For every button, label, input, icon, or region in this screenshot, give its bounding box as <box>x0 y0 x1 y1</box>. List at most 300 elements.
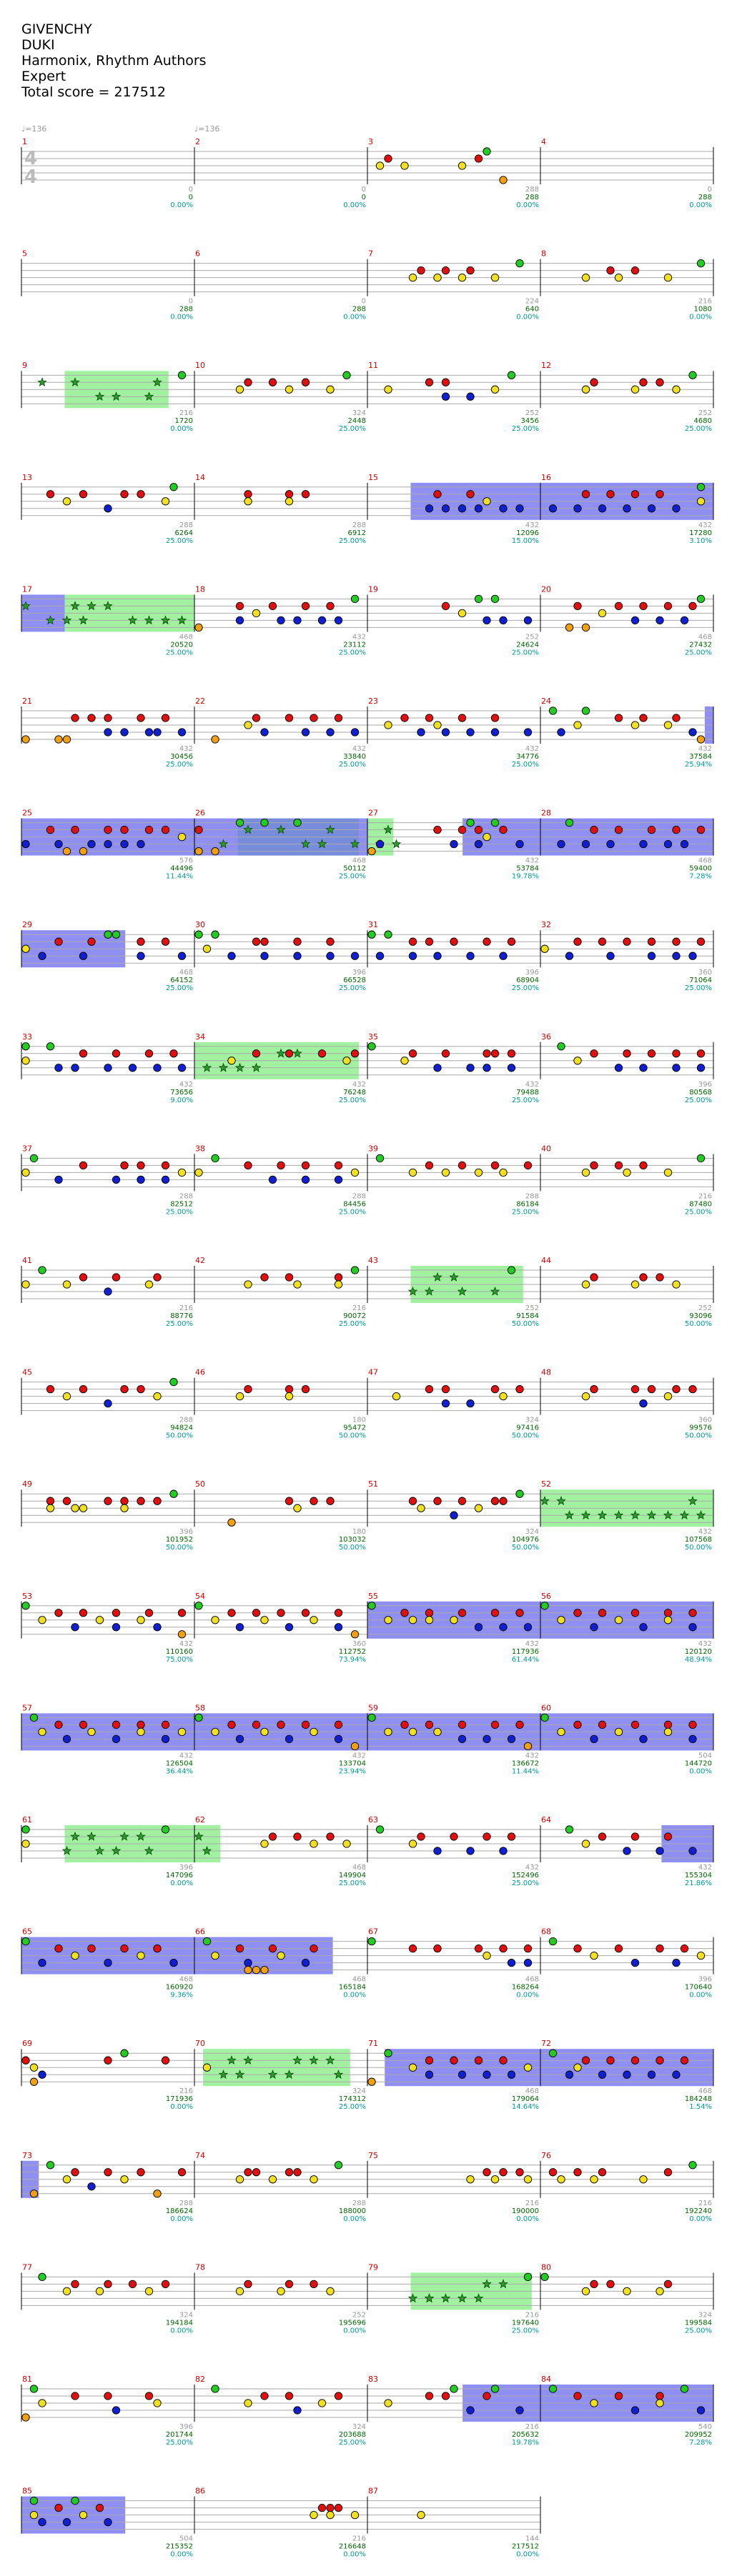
measure-percent: 25.00% <box>511 2327 539 2335</box>
note-gem <box>236 1624 243 1631</box>
note-gem <box>170 484 177 491</box>
measure-base-score: 216 <box>352 1304 366 1312</box>
note-gem <box>500 505 507 512</box>
star-note <box>392 840 400 848</box>
note-gem <box>154 1064 161 1072</box>
measure-number: 10 <box>195 361 205 371</box>
measure-number: 28 <box>541 808 551 818</box>
measure-base-score: 288 <box>179 1192 193 1201</box>
note-gem <box>574 2169 581 2176</box>
note-gem <box>475 155 482 162</box>
note-gem <box>46 826 54 833</box>
note-gem <box>137 1176 144 1183</box>
measure-number: 73 <box>22 2150 32 2160</box>
measure-base-score: 432 <box>179 1752 193 1760</box>
note-gem <box>524 1624 531 1631</box>
note-gem <box>39 1959 46 1966</box>
note-gem <box>409 1617 416 1624</box>
note-gem <box>112 1176 119 1183</box>
measure-base-score: 468 <box>698 2087 712 2096</box>
measure-total-score: 94824 <box>170 1424 193 1432</box>
note-gem <box>22 840 29 847</box>
note-gem <box>104 714 112 722</box>
note-gem <box>689 1385 696 1392</box>
measure-percent: 0.00% <box>516 2215 539 2223</box>
note-gem <box>598 1721 605 1728</box>
note-gem <box>178 952 185 959</box>
note-gem <box>656 1847 663 1854</box>
note-gem <box>302 1959 309 1966</box>
measure-base-score: 432 <box>179 1080 193 1089</box>
note-gem <box>582 2287 589 2295</box>
total-score: Total score = 217512 <box>21 84 166 100</box>
measure-total-score: 640 <box>525 305 539 314</box>
note-gem <box>71 1504 79 1512</box>
note-gem <box>170 1050 177 1057</box>
note-gem <box>121 1497 128 1504</box>
measure-total-score: 195696 <box>338 2319 366 2327</box>
measure-percent: 25.00% <box>165 536 193 545</box>
measure-number: 67 <box>368 1927 378 1937</box>
note-gem <box>385 386 392 393</box>
measure-number: 22 <box>195 697 205 706</box>
note-gem <box>96 2287 103 2295</box>
note-gem <box>212 2385 219 2392</box>
note-gem <box>376 1826 383 1833</box>
measure-base-score: 468 <box>352 1975 366 1984</box>
measure-total-score: 126504 <box>165 1759 193 1768</box>
measure-total-score: 84456 <box>343 1200 366 1209</box>
note-gem <box>71 826 79 833</box>
note-gem <box>664 1617 671 1624</box>
measure-base-score: 216 <box>698 2199 712 2207</box>
note-gem <box>590 826 598 833</box>
note-gem <box>162 1721 169 1728</box>
measure-percent: 19.78% <box>511 872 539 881</box>
note-gem <box>351 1267 358 1274</box>
measure-number: 41 <box>22 1256 32 1265</box>
measure-percent: 36.44% <box>165 1767 193 1776</box>
note-gem <box>425 379 432 386</box>
measure-total-score: 17280 <box>689 529 712 537</box>
note-gem <box>178 729 185 736</box>
note-gem <box>697 1064 704 1072</box>
note-gem <box>71 1952 79 1959</box>
measure-base-score: 288 <box>179 2199 193 2207</box>
measure-total-score: 147096 <box>165 1872 193 1879</box>
note-gem <box>63 1497 70 1504</box>
measure-base-score: 324 <box>352 2423 366 2431</box>
measure-total-score: 201744 <box>165 2431 193 2439</box>
note-gem <box>409 1497 416 1504</box>
measure-percent: 25.00% <box>165 761 193 769</box>
note-gem <box>71 2280 79 2287</box>
measure-percent: 25.00% <box>338 1208 366 1217</box>
note-gem <box>648 826 655 833</box>
measure-number: 14 <box>195 472 205 482</box>
measure-number: 29 <box>22 920 32 930</box>
note-gem <box>565 2071 573 2078</box>
note-gem <box>46 2162 54 2169</box>
note-gem <box>178 833 185 840</box>
note-gem <box>417 729 425 736</box>
note-gem <box>681 2385 688 2392</box>
measure-percent: 25.00% <box>684 1208 712 1217</box>
note-gem <box>631 266 638 274</box>
measure-percent: 14.64% <box>511 2103 539 2112</box>
song-difficulty: Expert <box>21 69 66 84</box>
note-gem <box>615 1617 622 1624</box>
note-gem <box>483 833 490 840</box>
measure-total-score: 101952 <box>165 1536 193 1544</box>
note-gem <box>500 176 507 184</box>
measure-percent: 1.54% <box>689 2103 712 2112</box>
measure-total-score: 171936 <box>165 2095 193 2104</box>
note-gem <box>689 952 696 959</box>
note-gem <box>385 1617 392 1624</box>
note-gem <box>71 1624 79 1631</box>
note-gem <box>351 1050 358 1057</box>
measure-number: 83 <box>368 2375 378 2384</box>
note-gem <box>483 148 490 155</box>
measure-number: 45 <box>22 1367 32 1377</box>
measure-total-score: 155304 <box>684 1872 712 1879</box>
note-gem <box>294 1833 301 1840</box>
note-gem <box>46 1497 54 1504</box>
note-gem <box>327 386 334 393</box>
star-note <box>38 378 46 386</box>
note-gem <box>409 2064 416 2071</box>
measure-number: 7 <box>368 249 373 259</box>
note-gem <box>22 1826 29 1833</box>
note-gem <box>590 1385 598 1392</box>
measure-number: 1 <box>22 137 27 146</box>
note-gem <box>491 1721 498 1728</box>
note-gem <box>30 2078 37 2085</box>
note-gem <box>212 1154 219 1162</box>
note-gem <box>467 2407 474 2414</box>
note-gem <box>417 266 425 274</box>
note-gem <box>252 714 259 722</box>
measure-total-score: 6264 <box>174 529 193 537</box>
note-gem <box>121 1385 128 1392</box>
measure-base-score: 144 <box>525 2535 539 2543</box>
note-gem <box>491 1497 498 1504</box>
note-gem <box>648 505 655 512</box>
note-gem <box>631 491 638 498</box>
note-gem <box>500 1847 507 1854</box>
measure-base-score: 180 <box>352 1416 366 1424</box>
note-gem <box>22 2057 29 2064</box>
measure-percent: 19.78% <box>511 2439 539 2447</box>
note-gem <box>252 1609 259 1617</box>
measure-total-score: 188000 <box>338 2207 366 2215</box>
note-gem <box>385 2400 392 2407</box>
note-gem <box>681 840 688 847</box>
note-gem <box>22 1937 29 1945</box>
note-gem <box>673 826 680 833</box>
note-gem <box>598 1833 605 1840</box>
note-gem <box>590 1162 598 1169</box>
note-gem <box>162 1176 169 1183</box>
note-gem <box>252 609 259 616</box>
note-gem <box>450 1617 458 1624</box>
note-gem <box>401 1057 408 1064</box>
note-gem <box>623 505 630 512</box>
note-gem <box>607 491 614 498</box>
song-artist: DUKI <box>21 37 55 53</box>
measure-number: 52 <box>541 1479 551 1489</box>
measure-total-score: 79488 <box>516 1088 539 1097</box>
note-gem <box>434 722 441 729</box>
note-gem <box>162 938 169 945</box>
note-gem <box>368 931 375 938</box>
note-gem <box>615 602 622 609</box>
note-gem <box>434 491 441 498</box>
note-gem <box>285 1050 292 1057</box>
measure-percent: 25.00% <box>165 1320 193 1328</box>
note-gem <box>640 1064 647 1072</box>
note-gem <box>170 1959 177 1966</box>
note-gem <box>351 729 358 736</box>
note-gem <box>121 1945 128 1952</box>
note-gem <box>582 840 589 847</box>
measure-base-score: 432 <box>525 1080 539 1089</box>
note-gem <box>22 1057 29 1064</box>
note-gem <box>615 1728 622 1735</box>
note-gem <box>640 714 647 722</box>
note-gem <box>590 1624 598 1631</box>
measure-percent: 0.00% <box>689 201 712 209</box>
measure-base-score: 432 <box>525 1864 539 1872</box>
note-gem <box>558 729 565 736</box>
note-gem <box>327 952 334 959</box>
measure-base-score: 432 <box>352 1080 366 1089</box>
measure-total-score: 93096 <box>689 1312 712 1320</box>
note-gem <box>434 1064 441 1072</box>
note-gem <box>269 1176 276 1183</box>
note-gem <box>285 2392 292 2400</box>
note-gem <box>631 1959 638 1966</box>
note-gem <box>79 2511 86 2518</box>
measure-percent: 50.00% <box>165 1432 193 1440</box>
measure-base-score: 468 <box>179 969 193 977</box>
note-gem <box>88 840 95 847</box>
note-gem <box>467 491 474 498</box>
measure-total-score: 174312 <box>338 2095 366 2104</box>
measure-total-score: 144720 <box>684 1759 712 1768</box>
note-gem <box>673 2071 680 2078</box>
note-gem <box>656 1274 663 1281</box>
note-gem <box>524 1959 531 1966</box>
measure-number: 43 <box>368 1256 378 1265</box>
note-gem <box>104 1497 112 1504</box>
note-gem <box>656 2287 663 2295</box>
note-gem <box>574 1945 581 1952</box>
measure-base-score: 432 <box>352 633 366 641</box>
note-gem <box>252 1721 259 1728</box>
note-gem <box>121 2050 128 2057</box>
measure-total-score: 86184 <box>516 1200 539 1209</box>
note-gem <box>178 1609 185 1617</box>
note-gem <box>475 1624 482 1631</box>
note-gem <box>483 1952 490 1959</box>
measure-percent: 0.00% <box>170 313 193 321</box>
note-gem <box>310 1617 317 1624</box>
measure-total-score: 0 <box>188 194 193 201</box>
measure-percent: 7.28% <box>689 2439 712 2447</box>
measure-total-score: 168264 <box>511 1983 539 1992</box>
note-gem <box>137 1162 144 1169</box>
note-gem <box>327 602 334 609</box>
note-gem <box>640 1399 647 1407</box>
note-gem <box>178 1064 185 1072</box>
note-gem <box>162 1735 169 1742</box>
measure-base-score: 288 <box>179 521 193 529</box>
measure-base-score: 288 <box>525 186 539 194</box>
note-gem <box>442 393 449 400</box>
measure-base-score: 180 <box>352 1528 366 1537</box>
note-gem <box>508 1267 515 1274</box>
note-gem <box>656 491 663 498</box>
note-gem <box>310 2511 317 2518</box>
note-gem <box>104 1399 112 1407</box>
note-gem <box>401 1609 408 1617</box>
note-gem <box>285 386 292 393</box>
note-gem <box>137 952 144 959</box>
measure-percent: 61.44% <box>511 1655 539 1664</box>
note-gem <box>154 1624 161 1631</box>
note-gem <box>673 1050 680 1057</box>
measure-number: 48 <box>541 1367 551 1377</box>
measure-total-score: 288 <box>179 305 193 314</box>
measure-number: 44 <box>541 1256 551 1265</box>
note-gem <box>212 736 219 743</box>
measure-number: 70 <box>195 2039 205 2049</box>
measure-total-score: 6912 <box>347 529 366 537</box>
measure-total-score: 34776 <box>516 753 539 761</box>
measure-total-score: 53784 <box>516 864 539 873</box>
note-gem <box>112 1609 119 1617</box>
note-gem <box>244 1385 252 1392</box>
note-gem <box>335 1735 342 1742</box>
measure-total-score: 4680 <box>693 417 712 426</box>
note-gem <box>491 1050 498 1057</box>
note-gem <box>549 1937 556 1945</box>
note-gem <box>318 616 325 624</box>
measure-percent: 25.00% <box>338 536 366 545</box>
note-gem <box>450 840 458 847</box>
note-gem <box>458 274 465 281</box>
note-gem <box>376 1154 383 1162</box>
note-gem <box>689 1609 696 1617</box>
note-gem <box>590 1274 598 1281</box>
measure-total-score: 217512 <box>511 2542 539 2551</box>
note-gem <box>335 1609 342 1617</box>
note-gem <box>195 624 202 631</box>
measure-base-score: 396 <box>179 2423 193 2431</box>
measure-base-score: 432 <box>525 857 539 865</box>
note-gem <box>294 1281 301 1288</box>
note-gem <box>63 498 70 505</box>
note-gem <box>79 1504 86 1512</box>
measure-base-score: 468 <box>179 1975 193 1984</box>
note-gem <box>39 1728 46 1735</box>
measure-number: 16 <box>541 472 551 482</box>
note-gem <box>673 1281 680 1288</box>
measure-percent: 0.00% <box>343 2215 366 2223</box>
measure-base-score: 0 <box>188 186 193 194</box>
measure-base-score: 216 <box>698 297 712 306</box>
note-gem <box>121 491 128 498</box>
note-gem <box>121 1162 128 1169</box>
note-gem <box>351 1631 358 1638</box>
note-gem <box>244 491 252 498</box>
measure-number: 46 <box>195 1367 205 1377</box>
note-gem <box>335 1274 342 1281</box>
note-gem <box>623 1847 630 1854</box>
note-gem <box>269 1945 276 1952</box>
note-gem <box>673 952 680 959</box>
note-gem <box>63 1735 70 1742</box>
measure-number: 30 <box>195 920 205 930</box>
note-gem <box>154 1497 161 1504</box>
note-gem <box>409 1050 416 1057</box>
note-gem <box>46 1043 54 1050</box>
measure-percent: 25.00% <box>165 2439 193 2447</box>
note-gem <box>343 1057 350 1064</box>
measure-percent: 25.00% <box>684 1096 712 1104</box>
measure-number: 60 <box>541 1703 551 1713</box>
measure-percent: 25.00% <box>165 649 193 657</box>
measure-number: 19 <box>368 584 378 594</box>
note-gem <box>549 2385 556 2392</box>
note-gem <box>129 1064 136 1072</box>
note-gem <box>285 1274 292 1281</box>
note-gem <box>368 1937 375 1945</box>
note-gem <box>318 2504 325 2511</box>
note-gem <box>104 931 112 938</box>
note-gem <box>137 1721 144 1728</box>
measure-base-score: 324 <box>525 1528 539 1537</box>
note-gem <box>244 1281 252 1288</box>
measure-percent: 9.00% <box>170 1096 193 1104</box>
note-gem <box>55 1064 62 1072</box>
measure-base-score: 360 <box>698 1416 712 1424</box>
note-gem <box>500 826 507 833</box>
note-gem <box>673 714 680 722</box>
measure-total-score: 3456 <box>520 417 539 426</box>
note-gem <box>491 1385 498 1392</box>
measure-number: 9 <box>22 361 27 371</box>
measure-number: 69 <box>22 2039 32 2049</box>
note-gem <box>442 2392 449 2400</box>
measure-number: 51 <box>368 1479 378 1489</box>
note-gem <box>302 602 309 609</box>
note-gem <box>195 1714 202 1721</box>
note-gem <box>549 2050 556 2057</box>
note-gem <box>467 1847 474 1854</box>
measure-percent: 25.00% <box>338 2103 366 2112</box>
note-gem <box>516 505 523 512</box>
note-gem <box>145 1281 152 1288</box>
note-gem <box>376 162 383 169</box>
note-gem <box>88 1728 95 1735</box>
note-gem <box>582 624 589 631</box>
note-gem <box>615 274 622 281</box>
note-gem <box>623 2287 630 2295</box>
note-gem <box>500 1945 507 1952</box>
